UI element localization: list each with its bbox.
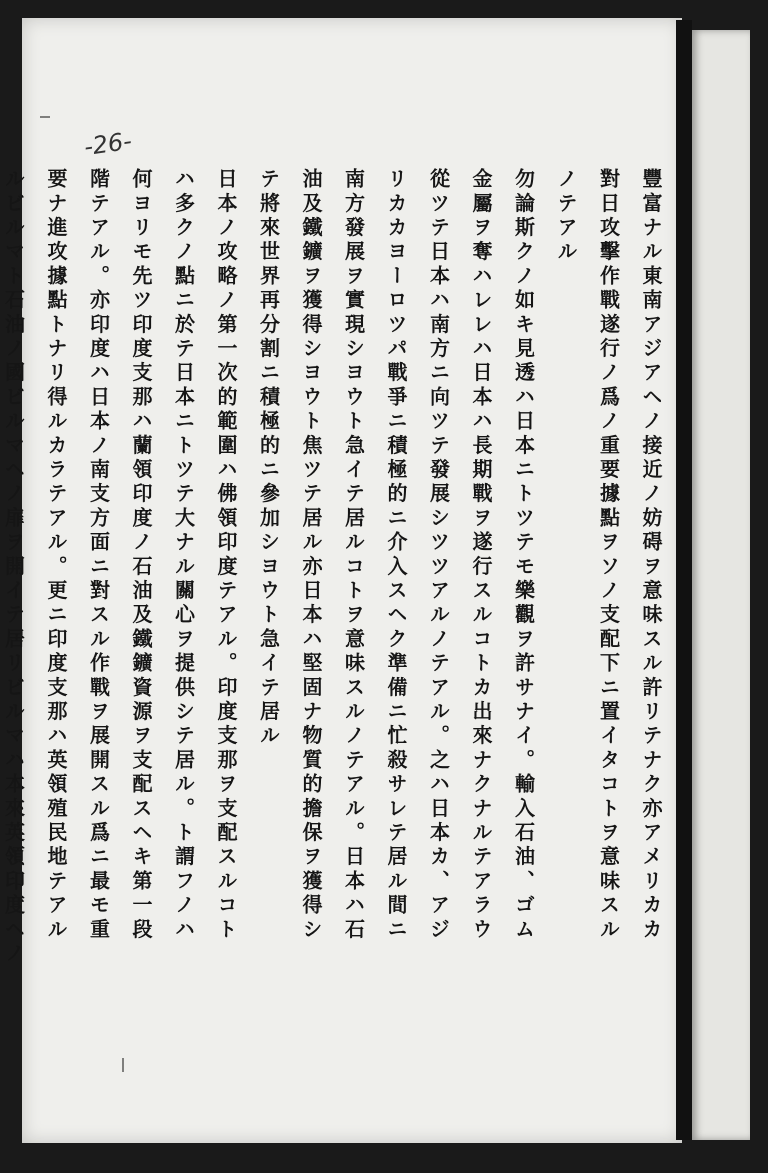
text-line: リカカヨーロツパ戰爭ニ積極的ニ介入スヘク準備ニ忙殺サレテ居ル間ニ — [384, 168, 408, 943]
scan-speck — [40, 116, 50, 118]
text-line: 金屬ヲ奪ハレレハ日本ハ長期戰ヲ遂行スルコトカ出來ナクナルテアラウ — [469, 168, 493, 943]
document-page — [1, 18, 682, 1143]
text-line: 油及鐵鑛ヲ獲得シヨウト焦ツテ居ル亦日本ハ堅固ナ物質的擔保ヲ獲得シ — [299, 168, 323, 943]
text-line: テ將來世界再分割ニ積極的ニ參加シヨウト急イテ居ル — [256, 168, 281, 749]
page-number: -26- — [82, 126, 134, 162]
text-line: ルビルマト石油ノ國ビルマヘノ扉ヲ開イテ居リビルマハ本來英領印度ヘノ — [1, 168, 26, 967]
text-line: ノテアル — [554, 168, 578, 265]
book-spine-shadow — [676, 20, 692, 1140]
facing-page-edge — [692, 30, 750, 1140]
text-line: 豐富ナル東南アジアヘノ接近ノ妨碍ヲ意味スル許リテナク亦アメリカカ — [639, 168, 663, 943]
text-line: 何ヨリモ先ツ印度支那ハ蘭領印度ノ石油及鐵鑛資源ヲ支配スヘキ第一段 — [129, 168, 153, 943]
text-line: 日本ノ攻略ノ第一次的範圍ハ佛領印度テアル。印度支那ヲ支配スルコト — [214, 168, 238, 943]
text-line: 勿論斯クノ如キ見透ハ日本ニトツテモ樂觀ヲ許サナイ。輸入石油、ゴム — [511, 168, 536, 943]
text-line: 階テアル。亦印度ハ日本ノ南支方面ニ對スル作戰ヲ展開スル爲ニ最モ重 — [86, 168, 111, 943]
scan-speck — [122, 1058, 124, 1072]
text-line: ハ多クノ點ニ於テ日本ニトツテ大ナル關心ヲ提供シテ居ル。ト謂フノハ — [171, 168, 196, 943]
text-line: 從ツテ日本ハ南方ニ向ツテ發展シツツアルノテアル。之ハ日本カ、アジ — [426, 168, 451, 943]
text-line: 南方發展ヲ實現シヨウト急イテ居ルコトヲ意味スルノテアル。日本ハ石 — [341, 168, 366, 943]
vertical-text-block — [1, 168, 672, 1098]
text-line: 要ナ進攻據點トナリ得ルカラテアル。更ニ印度支那ハ英領殖民地テアル — [44, 168, 68, 943]
text-line: 對日攻擊作戰遂行ノ爲ノ重要據點ヲソノ支配下ニ置イタコトヲ意味スル — [596, 168, 621, 943]
